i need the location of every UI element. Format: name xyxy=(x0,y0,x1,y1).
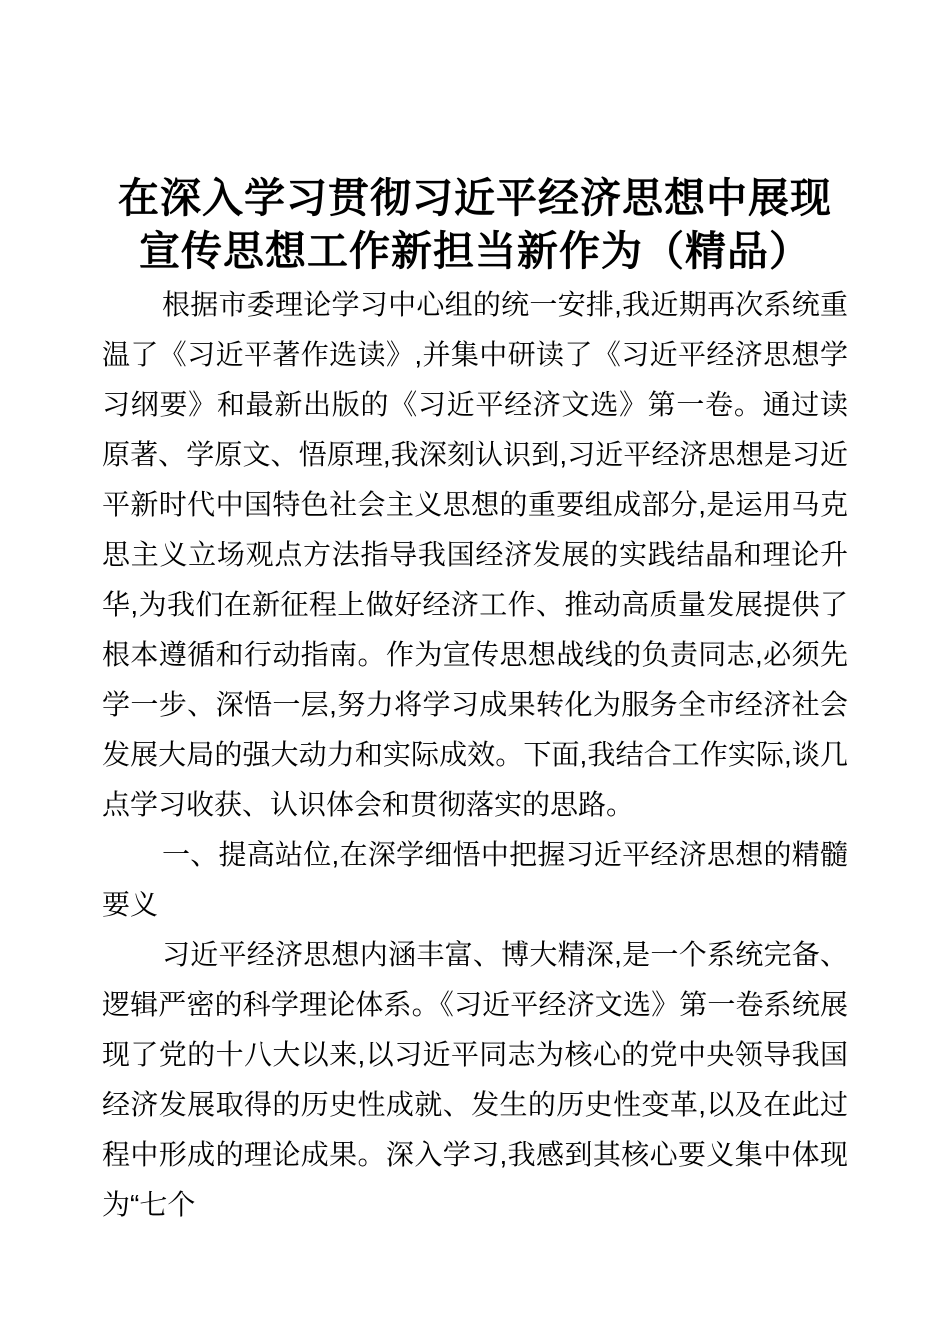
document-title xyxy=(102,172,848,278)
document-body xyxy=(102,280,848,1230)
title-line-1: 在深入学习贯彻习近平经济思想中展现 xyxy=(118,175,832,221)
paragraph-core-essence: 习近平经济思想内涵丰富、博大精深,是一个系统完备、逻辑严密的科学理论体系。《习近平经济文选》第一卷系统展现了党的十八大以来,以习近平同志为核心的党中央领导我国经济发展取得的历史性成就、发生的历史性变革,以及在此过程中形成的理论成果。深入学习,我感到其核心要义集中体现为“七个 xyxy=(102,939,848,1220)
section-heading-1: 一、提高站位,在深学细悟中把握习近平经济思想的精髓要义 xyxy=(102,839,848,920)
paragraph-intro: 根据市委理论学习中心组的统一安排,我近期再次系统重温了《习近平著作选读》,并集中研读了《习近平经济思想学习纲要》和最新出版的《习近平经济文选》第一卷。通过读原著、学原文、悟原理,我深刻认识到,习近平经济思想是习近平新时代中国特色社会主义思想的重要组成部分,是运用马克思主义立场观点方法指导我国经济发展的实践结晶和理论升华,为我们在新征程上做好经济工作、推动高质量发展提供了根本遵循和行动指南。作为宣传思想战线的负责同志,必须先学一步、深悟一层,努力将学习成果转化为服务全市经济社会发展大局的强大动力和实际成效。下面,我结合工作实际,谈几点学习收获、认识体会和贯彻落实的思路。 xyxy=(102,289,848,820)
title-line-2: 宣传思想工作新担当新作为（精品） xyxy=(139,228,811,274)
